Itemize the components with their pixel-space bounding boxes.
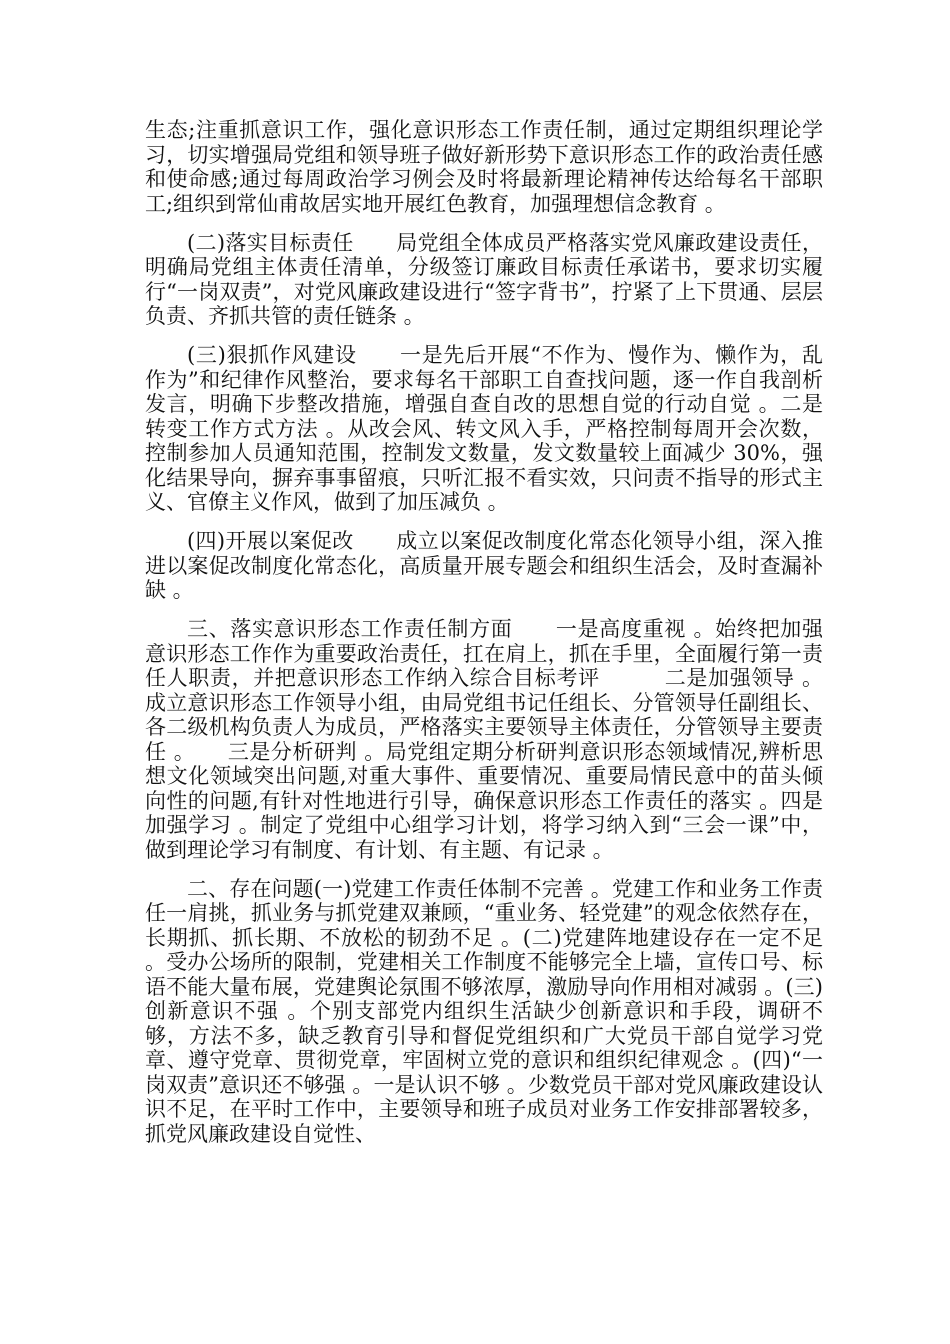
paragraph-case-reform: (四)开展以案促改 成立以案促改制度化常态化领导小组，深入推进以案促改制度化常态化，高质量开展专题会和组织生活会，及时查漏补缺 。 — [145, 529, 823, 602]
paragraph-ideology-continuation: 生态;注重抓意识工作，强化意识形态工作责任制，通过定期组织理论学习，切实增强局党组和领导班子做好新形势下意识形态工作的政治责任感和使命感;通过每周政治学习例会及时将最新理论精神传达给每名干部职工;组织到常仙甫故居实地开展红色教育，加强理想信念教育 。 — [145, 118, 823, 216]
paragraph-existing-problems: 二、存在问题(一)党建工作责任体制不完善 。党建工作和业务工作责任一肩挑，抓业务与抓党建双兼顾，“重业务、轻党建”的观念依然存在，长期抓、抓长期、不放松的韧劲不足 。(二)党建阵地建设存在一定不足 。受办公场所的限制，党建相关工作制度不能够完全上墙，宣传口号、标语不能大量布展，党建舆论氛围不够浓厚，激励导向作用相对减弱 。(三)创新意识不强 。个别支部党内组织生活缺少创新意识和手段，调研不够，方法不多，缺乏教育引导和督促党组织和广大党员干部自觉学习党章、遵守党章、贯彻党章，牢固树立党的意识和组织纪律观念 。(四)“一岗双责”意识还不够强 。一是认识不够 。少数党员干部对党风廉政建设认识不足，在平时工作中，主要领导和班子成员对业务工作安排部署较多，抓党风廉政建设自觉性、 — [145, 876, 823, 1146]
paragraph-work-style: (三)狠抓作风建设 一是先后开展“不作为、慢作为、懒作为，乱作为”和纪律作风整治，要求每名干部职工自查找问题，逐一作自我剖析发言，明确下步整改措施，增强自查自改的思想自觉的行动自觉 。二是转变工作方式方法 。从改会风、转文风入手，严格控制每周开会次数，控制参加人员通知范围，控制发文数量，发文数量较上面减少 30%，强化结果导向，摒弃事事留痕，只听汇报不看实效，只问责不指导的形式主义、官僚主义作风，做到了加压减负 。 — [145, 343, 823, 514]
paragraph-ideology-responsibility: 三、落实意识形态工作责任制方面 一是高度重视 。始终把加强意识形态工作作为重要政治责任，扛在肩上，抓在手里，全面履行第一责任人职责，并把意识形态工作纳入综合目标考评 二是加强领导 。成立意识形态工作领导小组，由局党组书记任组长、分管领导任副组长、各二级机构负责人为成员，严格落实主要领导主体责任，分管领导主要责任 。 三是分析研判 。局党组定期分析研判意识形态领域情况,辨析思想文化领域突出问题,对重大事件、重要情况、重要局情民意中的苗头倾向性的问题,有针对性地进行引导，确保意识形态工作责任的落实 。四是加强学习 。制定了党组中心组学习计划，将学习纳入到“三会一课”中，做到理论学习有制度、有计划、有主题、有记录 。 — [145, 617, 823, 862]
document-body — [145, 118, 823, 1161]
paragraph-target-responsibility: (二)落实目标责任 局党组全体成员严格落实党风廉政建设责任，明确局党组主体责任清单，分级签订廉政目标责任承诺书，要求切实履行“一岗双责”，对党风廉政建设进行“签字背书”，拧紧了上下贯通、层层负责、齐抓共管的责任链条 。 — [145, 230, 823, 328]
